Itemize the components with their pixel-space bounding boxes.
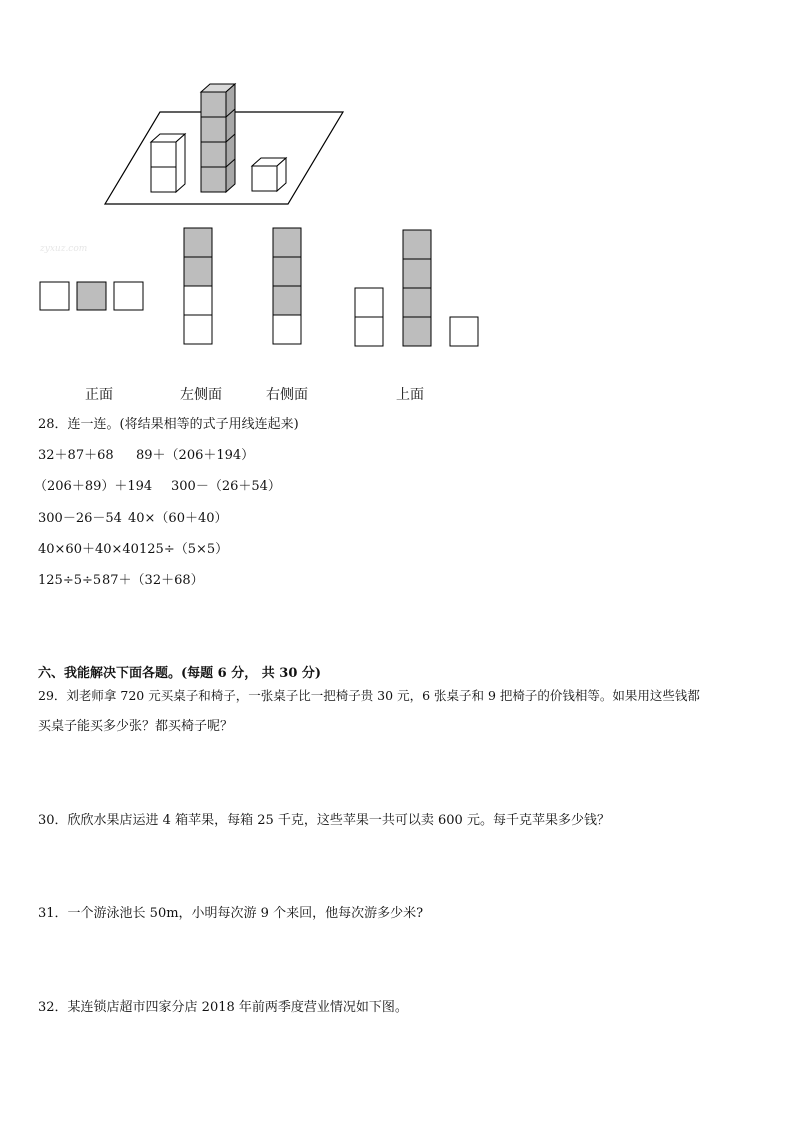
view-top-option-c xyxy=(450,317,478,346)
cube-stack-middle xyxy=(201,84,235,192)
q28-row-3-left: 300－26－54 xyxy=(38,511,122,526)
q31-text: 31．一个游泳池长 50m，小明每次游 9 个来回，他每次游多少米? xyxy=(38,906,424,921)
view-label-top: 上面 xyxy=(396,387,424,403)
cube-single-right xyxy=(252,158,286,191)
q29-line-1: 29．刘老师拿 720 元买桌子和椅子，一张桌子比一把椅子贵 30 元，6 张桌子和 9 把椅子的价钱相等。如果用这些钱都 xyxy=(38,688,700,703)
watermark: zyxuz.com xyxy=(40,244,88,254)
q28-row-5-left: 125÷5÷5 xyxy=(38,573,102,588)
view-label-front: 正面 xyxy=(85,387,113,403)
q28-row-2-right: 300－（26＋54） xyxy=(171,479,281,494)
q28-row-3-right: 40×（60＋40） xyxy=(128,511,228,526)
q28-row-1-left: 32＋87＋68 xyxy=(38,448,114,463)
q32-text: 32．某连锁店超市四家分店 2018 年前两季度营业情况如下图。 xyxy=(38,1000,408,1015)
cube-stack-left xyxy=(151,134,185,192)
view-front xyxy=(40,282,143,310)
q28-row-1-right: 89＋（206＋194） xyxy=(136,448,255,463)
section-6-heading: 六、我能解决下面各题。(每题 6 分， 共 30 分) xyxy=(38,666,322,681)
q30-text: 30．欣欣水果店运进 4 箱苹果，每箱 25 千克，这些苹果一共可以卖 600 元。每千克苹果多少钱？ xyxy=(38,813,610,828)
cube-figure xyxy=(0,0,794,400)
view-label-left: 左侧面 xyxy=(180,387,222,403)
q28-title: 28．连一连。(将结果相等的式子用线连起来) xyxy=(38,417,299,432)
q28-row-5-right: 87＋（32＋68） xyxy=(102,573,204,588)
view-top-option-a xyxy=(355,288,383,346)
q28-row-2-left: （206＋89）＋194 xyxy=(34,479,153,494)
view-label-right: 右侧面 xyxy=(266,387,308,403)
view-right xyxy=(273,228,301,344)
q29-line-2: 买桌子能买多少张？都买椅子呢？ xyxy=(38,719,234,734)
view-top-option-b xyxy=(403,230,431,346)
q28-row-4-right: 125÷（5×5） xyxy=(139,542,229,557)
q28-row-4-left: 40×60＋40×40 xyxy=(38,542,139,557)
view-left xyxy=(184,228,212,344)
